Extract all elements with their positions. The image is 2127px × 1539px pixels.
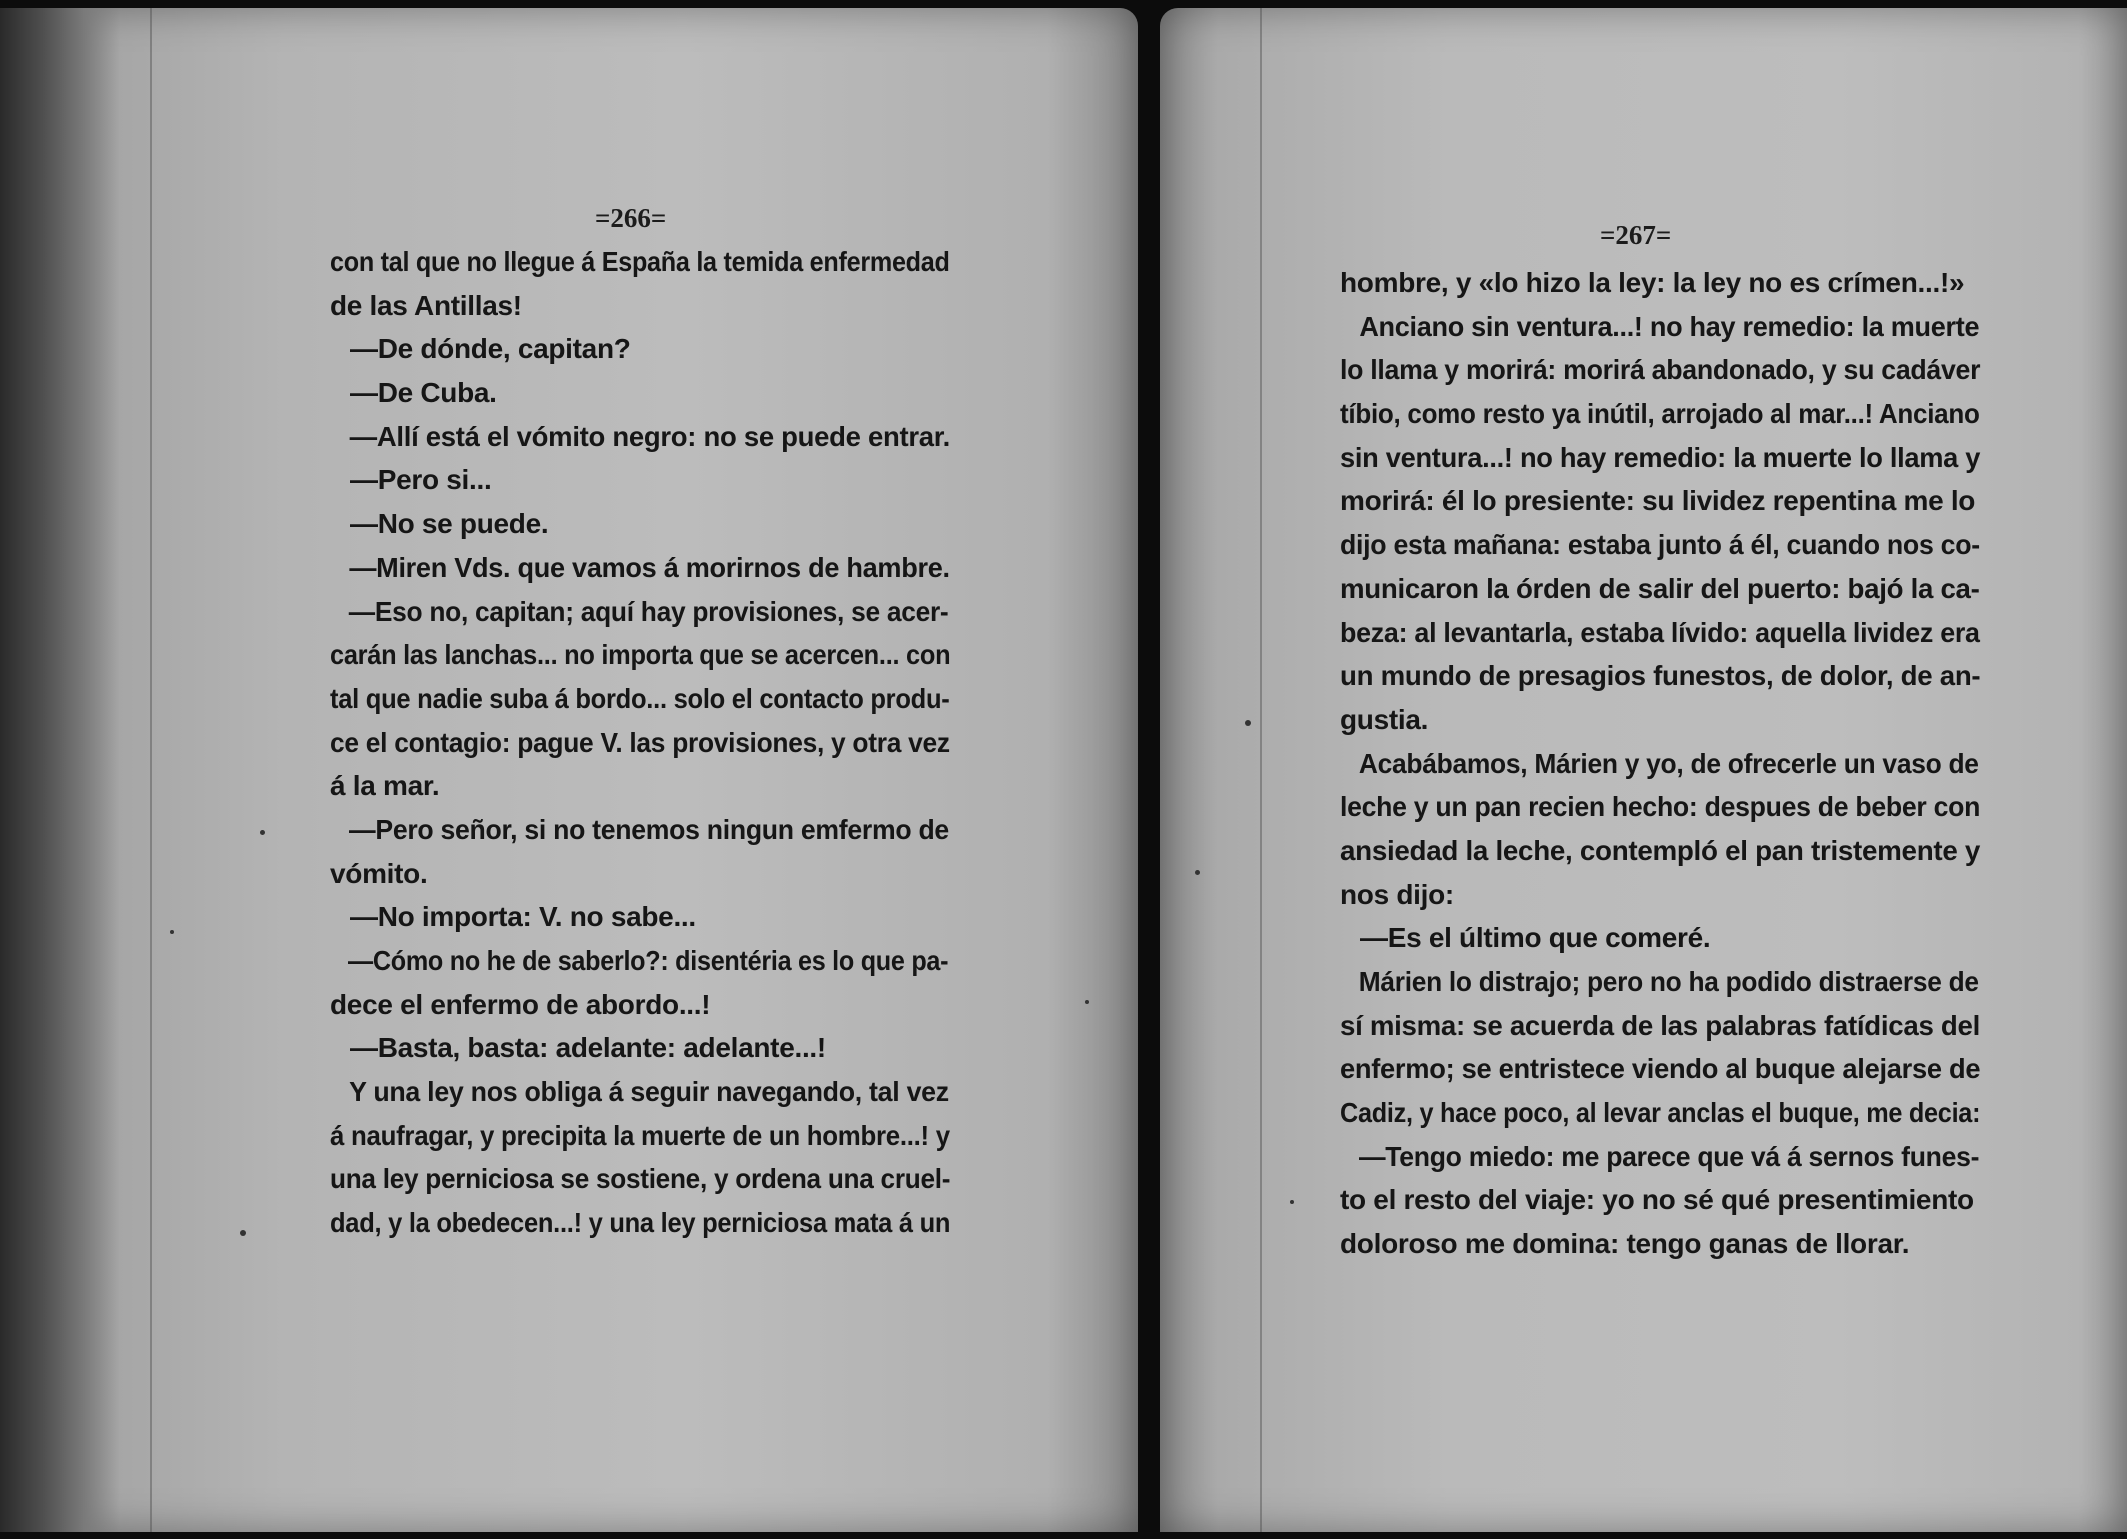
text-line: ce el contagio: pague V. las provisiones, y otra vez	[330, 726, 950, 758]
text-line: tal que nadie suba á bordo... solo el contacto produ-	[330, 682, 950, 714]
text-line: —Basta, basta: adelante: adelante...!	[350, 1032, 826, 1064]
paper-speck	[240, 1230, 246, 1236]
text-line: con tal que no llegue á España la temida enfermedad	[330, 246, 950, 277]
text-line: hombre, y «lo hizo la ley: la ley no es crímen...!»	[1340, 267, 1965, 298]
paper-speck	[1245, 720, 1251, 726]
text-line: —De dónde, capitan?	[350, 333, 631, 365]
text-line: —No importa: V. no sabe...	[350, 901, 696, 933]
text-line: —Eso no, capitan; aquí hay provisiones, se acer-	[348, 595, 949, 627]
text-line: de las Antillas!	[330, 289, 522, 321]
text-line: —Tengo miedo: me parece que vá á sernos funes-	[1358, 1140, 1980, 1172]
text-line: una ley perniciosa se sostiene, y ordena una cruel-	[330, 1163, 951, 1195]
text-line: sin ventura...! no hay remedio: la muerte lo llama y	[1340, 441, 1981, 473]
text-line: leche y un pan recien hecho: despues de beber con	[1340, 791, 1981, 823]
text-line: lo llama y morirá: morirá abandonado, y su cadáver	[1340, 354, 1981, 386]
text-line: enfermo; se entristece viendo al buque alejarse de	[1340, 1053, 1981, 1085]
text-line: Cadiz, y hace poco, al levar anclas el buque, me decia:	[1340, 1097, 1981, 1129]
left-page	[0, 8, 1138, 1532]
page-crease	[150, 8, 152, 1532]
page-number-left: =266=	[595, 203, 667, 233]
text-line: to el resto del viaje: yo no sé qué presentimiento	[1340, 1184, 1974, 1216]
paper-speck	[1290, 1200, 1294, 1204]
paper-speck	[1195, 870, 1200, 875]
text-line: sí misma: se acuerda de las palabras fatídicas del	[1340, 1009, 1980, 1041]
text-line: —De Cuba.	[350, 377, 497, 409]
page-number-right: =267=	[1600, 220, 1672, 250]
text-line: beza: al levantarla, estaba lívido: aquella lividez era	[1340, 616, 1980, 648]
text-line: á naufragar, y precipita la muerte de un hombre...! y	[330, 1119, 950, 1151]
text-line: dijo esta mañana: estaba junto á él, cuando nos co-	[1340, 529, 1980, 561]
left-page-text	[330, 240, 950, 1245]
text-line: Acabábamos, Márien y yo, de ofrecerle un vaso de	[1358, 747, 1979, 779]
text-line: Anciano sin ventura...! no hay remedio: la muerte	[1359, 310, 1980, 342]
text-line: á la mar.	[330, 770, 440, 802]
text-line: —Pero señor, si no tenemos ningun emfermo de	[349, 813, 949, 845]
paper-speck	[170, 930, 174, 934]
page-crease	[1260, 8, 1262, 1532]
right-page-text	[1340, 261, 1980, 1266]
binding-shadow	[0, 8, 120, 1532]
text-line: ansiedad la leche, contempló el pan tristemente y	[1340, 834, 1981, 866]
text-line: carán las lanchas... no importa que se acercen... con	[330, 639, 951, 671]
paper-speck	[260, 830, 265, 835]
text-line: morirá: él lo presiente: su lividez repentina me lo	[1340, 485, 1976, 517]
text-line: gustia.	[1340, 703, 1429, 735]
text-line: dece el enfermo de abordo...!	[330, 988, 711, 1020]
paper-speck	[1085, 1000, 1089, 1004]
text-line: Y una ley nos obliga á seguir navegando, tal vez	[349, 1076, 949, 1108]
text-line: —Pero si...	[350, 464, 492, 496]
right-page	[1160, 8, 2127, 1532]
text-line: Márien lo distrajo; pero no ha podido distraerse de	[1358, 966, 1979, 997]
text-line: —Cómo no he de saberlo?: disentéria es lo que pa-	[347, 945, 949, 976]
text-line: —Allí está el vómito negro: no se puede entrar.	[349, 420, 951, 452]
text-line: —Miren Vds. que vamos á morirnos de hambre.	[349, 551, 950, 583]
text-line: —Es el último que comeré.	[1360, 922, 1711, 954]
text-line: tíbio, como resto ya inútil, arrojado al mar...! Anciano	[1340, 398, 1980, 430]
text-line: doloroso me domina: tengo ganas de llorar.	[1340, 1228, 1910, 1260]
text-line: municaron la órden de salir del puerto: bajó la ca-	[1340, 572, 1980, 604]
text-line: un mundo de presagios funestos, de dolor, de an-	[1340, 660, 1981, 692]
text-line: —No se puede.	[350, 508, 549, 540]
text-line: vómito.	[330, 857, 428, 889]
text-line: nos dijo:	[1340, 878, 1454, 910]
text-line: dad, y la obedecen...! y una ley perniciosa mata á un	[330, 1207, 951, 1239]
